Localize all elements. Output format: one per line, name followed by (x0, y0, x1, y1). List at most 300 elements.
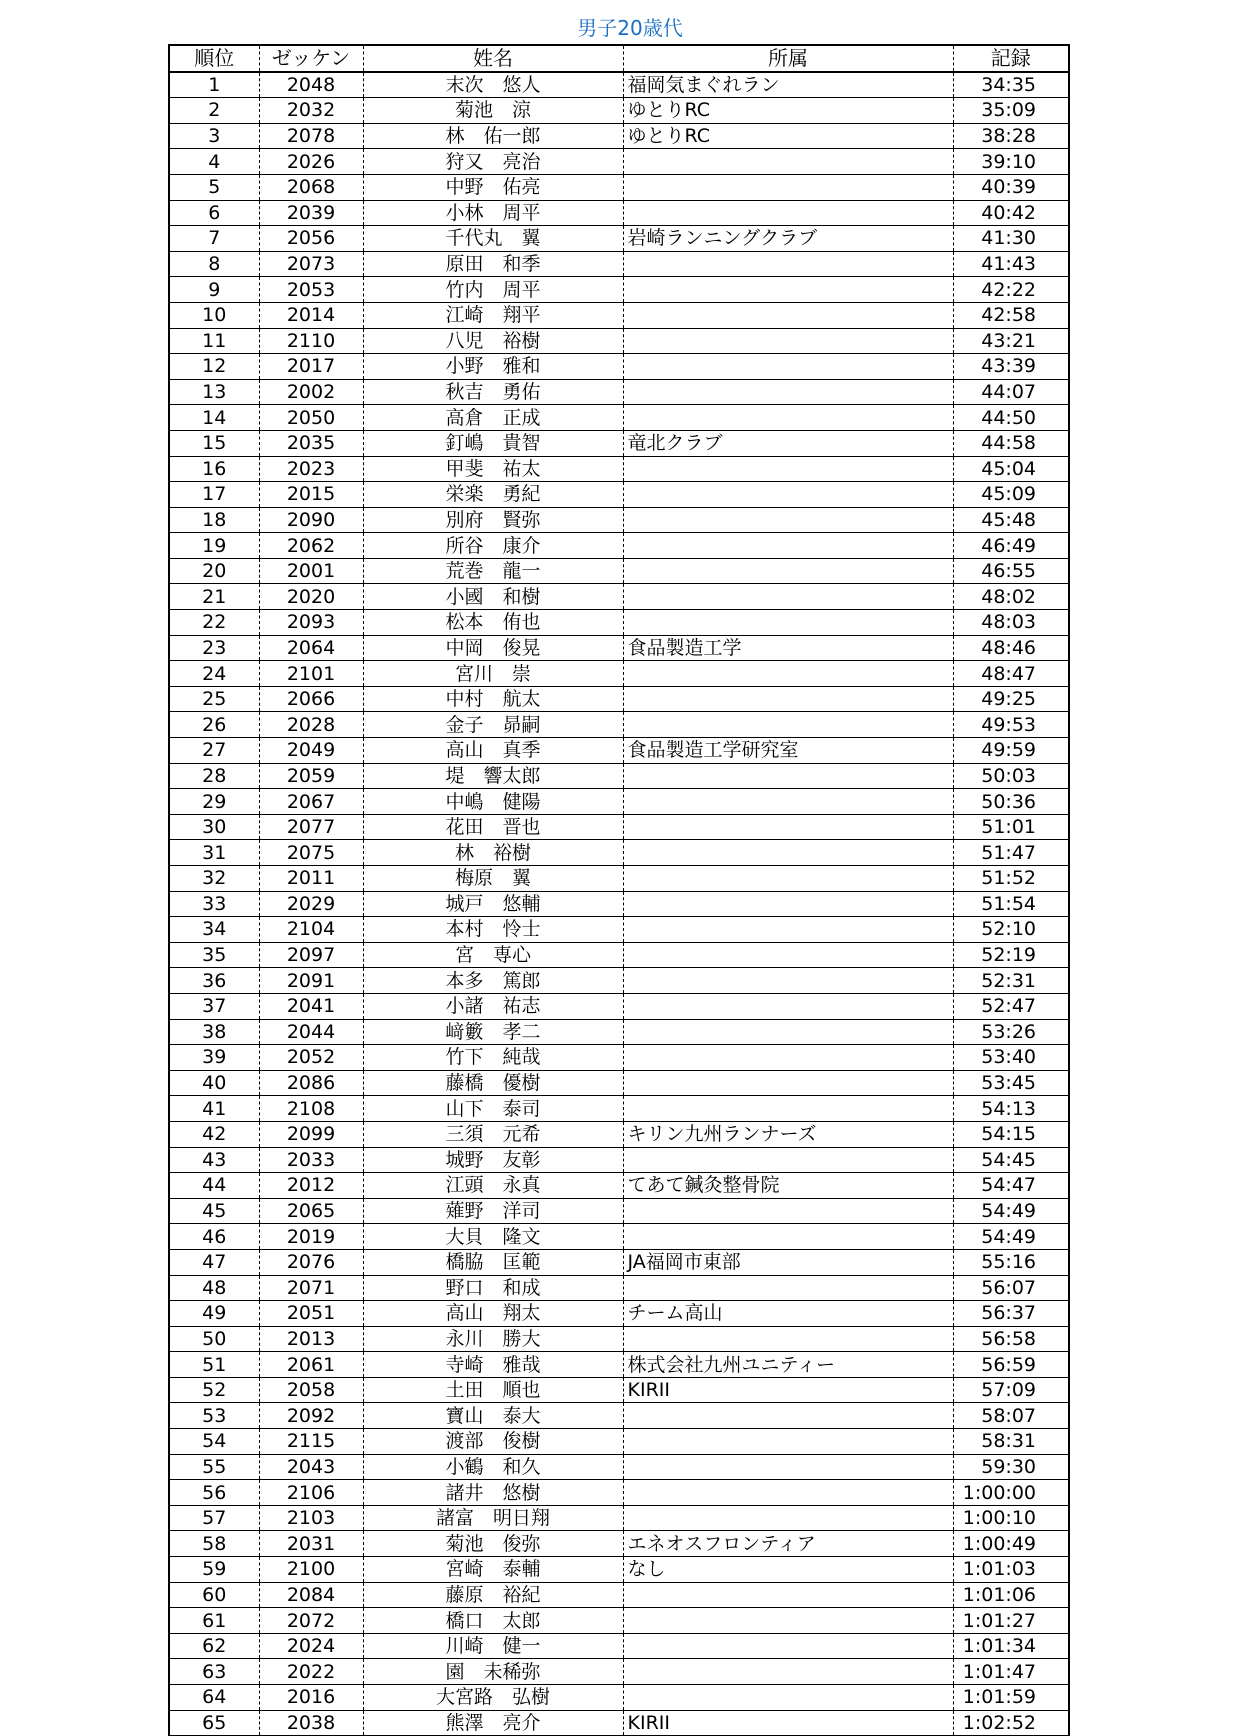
name-cell: 小諸 祐志 (363, 993, 623, 1019)
name-cell: 林 裕樹 (363, 840, 623, 866)
name-cell: 栄楽 勇紀 (363, 482, 623, 508)
bib-cell: 2041 (259, 993, 363, 1019)
header-affiliation: 所属 (623, 45, 953, 72)
record-cell: 53:40 (953, 1045, 1069, 1071)
record-cell: 41:43 (953, 251, 1069, 277)
record-cell: 49:25 (953, 686, 1069, 712)
record-cell: 45:04 (953, 456, 1069, 482)
name-cell: 千代丸 翼 (363, 226, 623, 252)
header-rank: 順位 (169, 45, 259, 72)
rank-cell: 3 (169, 123, 259, 149)
bib-cell: 2101 (259, 661, 363, 687)
record-cell: 59:30 (953, 1454, 1069, 1480)
bib-cell: 2056 (259, 226, 363, 252)
table-row (169, 1045, 1069, 1071)
rank-cell: 23 (169, 635, 259, 661)
affiliation-cell (623, 686, 953, 712)
record-cell: 41:30 (953, 226, 1069, 252)
name-cell: 熊澤 亮介 (363, 1710, 623, 1736)
affiliation-cell (623, 840, 953, 866)
record-cell: 52:10 (953, 917, 1069, 943)
affiliation-cell (623, 763, 953, 789)
table-row (169, 1198, 1069, 1224)
bib-cell: 2033 (259, 1147, 363, 1173)
bib-cell: 2084 (259, 1582, 363, 1608)
record-cell: 43:21 (953, 328, 1069, 354)
rank-cell: 17 (169, 482, 259, 508)
bib-cell: 2051 (259, 1301, 363, 1327)
name-cell: 中村 航太 (363, 686, 623, 712)
rank-cell: 26 (169, 712, 259, 738)
name-cell: 橋口 太郎 (363, 1608, 623, 1634)
rank-cell: 44 (169, 1173, 259, 1199)
rank-cell: 15 (169, 430, 259, 456)
record-cell: 43:39 (953, 354, 1069, 380)
affiliation-cell: チーム高山 (623, 1301, 953, 1327)
table-row (169, 763, 1069, 789)
record-cell: 49:53 (953, 712, 1069, 738)
record-cell: 50:36 (953, 789, 1069, 815)
table-row (169, 840, 1069, 866)
name-cell: 橋脇 匡範 (363, 1249, 623, 1275)
name-cell: 中嶋 健陽 (363, 789, 623, 815)
name-cell: 小鶴 和久 (363, 1454, 623, 1480)
table-row (169, 686, 1069, 712)
table-row (169, 891, 1069, 917)
table-row (169, 814, 1069, 840)
rank-cell: 64 (169, 1685, 259, 1711)
bib-cell: 2099 (259, 1121, 363, 1147)
rank-cell: 59 (169, 1557, 259, 1583)
name-cell: 梅原 翼 (363, 866, 623, 892)
bib-cell: 2073 (259, 251, 363, 277)
table-row (169, 635, 1069, 661)
affiliation-cell (623, 1403, 953, 1429)
record-cell: 40:39 (953, 174, 1069, 200)
affiliation-cell (623, 1275, 953, 1301)
header-bib: ゼッケン (259, 45, 363, 72)
table-row (169, 1070, 1069, 1096)
rank-cell: 35 (169, 942, 259, 968)
bib-cell: 2002 (259, 379, 363, 405)
record-cell: 35:09 (953, 98, 1069, 124)
affiliation-cell: ゆとりRC (623, 123, 953, 149)
bib-cell: 2077 (259, 814, 363, 840)
rank-cell: 49 (169, 1301, 259, 1327)
bib-cell: 2028 (259, 712, 363, 738)
name-cell: 竹下 純哉 (363, 1045, 623, 1071)
name-cell: 竹内 周平 (363, 277, 623, 303)
record-cell: 46:55 (953, 558, 1069, 584)
affiliation-cell (623, 1633, 953, 1659)
rank-cell: 9 (169, 277, 259, 303)
table-row (169, 1147, 1069, 1173)
table-row (169, 1173, 1069, 1199)
bib-cell: 2115 (259, 1429, 363, 1455)
table-row (169, 533, 1069, 559)
table-row (169, 942, 1069, 968)
record-cell: 51:54 (953, 891, 1069, 917)
record-cell: 1:02:52 (953, 1710, 1069, 1736)
table-row (169, 1582, 1069, 1608)
affiliation-cell (623, 661, 953, 687)
table-row (169, 328, 1069, 354)
record-cell: 1:00:00 (953, 1480, 1069, 1506)
name-cell: 末次 悠人 (363, 72, 623, 98)
name-cell: 﨑籔 孝二 (363, 1019, 623, 1045)
affiliation-cell (623, 302, 953, 328)
table-row (169, 1710, 1069, 1736)
affiliation-cell (623, 1070, 953, 1096)
record-cell: 52:19 (953, 942, 1069, 968)
record-cell: 42:58 (953, 302, 1069, 328)
bib-cell: 2050 (259, 405, 363, 431)
name-cell: 小林 周平 (363, 200, 623, 226)
rank-cell: 32 (169, 866, 259, 892)
bib-cell: 2091 (259, 968, 363, 994)
record-cell: 51:52 (953, 866, 1069, 892)
table-row (169, 200, 1069, 226)
table-row (169, 1685, 1069, 1711)
name-cell: 小國 和樹 (363, 584, 623, 610)
rank-cell: 11 (169, 328, 259, 354)
bib-cell: 2020 (259, 584, 363, 610)
record-cell: 54:47 (953, 1173, 1069, 1199)
record-cell: 52:47 (953, 993, 1069, 1019)
table-row (169, 1301, 1069, 1327)
bib-cell: 2013 (259, 1326, 363, 1352)
record-cell: 44:58 (953, 430, 1069, 456)
name-cell: 所谷 康介 (363, 533, 623, 559)
affiliation-cell (623, 328, 953, 354)
table-row (169, 1531, 1069, 1557)
affiliation-cell (623, 558, 953, 584)
table-row (169, 1019, 1069, 1045)
rank-cell: 31 (169, 840, 259, 866)
affiliation-cell (623, 891, 953, 917)
bib-cell: 2061 (259, 1352, 363, 1378)
rank-cell: 10 (169, 302, 259, 328)
rank-cell: 57 (169, 1505, 259, 1531)
table-row (169, 354, 1069, 380)
bib-cell: 2052 (259, 1045, 363, 1071)
bib-cell: 2023 (259, 456, 363, 482)
results-body (169, 72, 1069, 1736)
bib-cell: 2026 (259, 149, 363, 175)
name-cell: 城野 友彰 (363, 1147, 623, 1173)
record-cell: 48:02 (953, 584, 1069, 610)
bib-cell: 2067 (259, 789, 363, 815)
record-cell: 1:01:34 (953, 1633, 1069, 1659)
rank-cell: 16 (169, 456, 259, 482)
record-cell: 49:59 (953, 738, 1069, 764)
affiliation-cell (623, 1659, 953, 1685)
affiliation-cell (623, 1582, 953, 1608)
record-cell: 1:01:03 (953, 1557, 1069, 1583)
rank-cell: 36 (169, 968, 259, 994)
record-cell: 56:58 (953, 1326, 1069, 1352)
name-cell: 甲斐 祐太 (363, 456, 623, 482)
rank-cell: 58 (169, 1531, 259, 1557)
record-cell: 1:01:27 (953, 1608, 1069, 1634)
bib-cell: 2044 (259, 1019, 363, 1045)
bib-cell: 2062 (259, 533, 363, 559)
rank-cell: 21 (169, 584, 259, 610)
rank-cell: 18 (169, 507, 259, 533)
rank-cell: 4 (169, 149, 259, 175)
record-cell: 54:45 (953, 1147, 1069, 1173)
record-cell: 45:48 (953, 507, 1069, 533)
affiliation-cell: てあて鍼灸整骨院 (623, 1173, 953, 1199)
table-row (169, 789, 1069, 815)
rank-cell: 50 (169, 1326, 259, 1352)
rank-cell: 22 (169, 610, 259, 636)
record-cell: 44:07 (953, 379, 1069, 405)
name-cell: 土田 順也 (363, 1377, 623, 1403)
record-cell: 46:49 (953, 533, 1069, 559)
record-cell: 53:45 (953, 1070, 1069, 1096)
affiliation-cell: 岩崎ランニングクラブ (623, 226, 953, 252)
name-cell: 園 未稀弥 (363, 1659, 623, 1685)
bib-cell: 2049 (259, 738, 363, 764)
affiliation-cell: なし (623, 1557, 953, 1583)
table-row (169, 302, 1069, 328)
rank-cell: 29 (169, 789, 259, 815)
affiliation-cell (623, 251, 953, 277)
rank-cell: 19 (169, 533, 259, 559)
name-cell: 宮川 崇 (363, 661, 623, 687)
rank-cell: 47 (169, 1249, 259, 1275)
bib-cell: 2029 (259, 891, 363, 917)
rank-cell: 2 (169, 98, 259, 124)
name-cell: 宮 専心 (363, 942, 623, 968)
bib-cell: 2035 (259, 430, 363, 456)
rank-cell: 45 (169, 1198, 259, 1224)
bib-cell: 2103 (259, 1505, 363, 1531)
record-cell: 55:16 (953, 1249, 1069, 1275)
rank-cell: 46 (169, 1224, 259, 1250)
rank-cell: 8 (169, 251, 259, 277)
record-cell: 1:00:10 (953, 1505, 1069, 1531)
bib-cell: 2032 (259, 98, 363, 124)
record-cell: 56:59 (953, 1352, 1069, 1378)
affiliation-cell (623, 942, 953, 968)
bib-cell: 2106 (259, 1480, 363, 1506)
affiliation-cell (623, 1505, 953, 1531)
rank-cell: 56 (169, 1480, 259, 1506)
table-row (169, 917, 1069, 943)
rank-cell: 43 (169, 1147, 259, 1173)
rank-cell: 30 (169, 814, 259, 840)
table-row (169, 584, 1069, 610)
name-cell: 堤 響太郎 (363, 763, 623, 789)
name-cell: 渡部 俊樹 (363, 1429, 623, 1455)
table-row (169, 1275, 1069, 1301)
record-cell: 1:01:06 (953, 1582, 1069, 1608)
table-row (169, 1403, 1069, 1429)
name-cell: 藤原 裕紀 (363, 1582, 623, 1608)
bib-cell: 2016 (259, 1685, 363, 1711)
table-row (169, 251, 1069, 277)
header-name: 姓名 (363, 45, 623, 72)
name-cell: 松本 侑也 (363, 610, 623, 636)
bib-cell: 2072 (259, 1608, 363, 1634)
record-cell: 54:49 (953, 1224, 1069, 1250)
table-row (169, 98, 1069, 124)
rank-cell: 38 (169, 1019, 259, 1045)
table-row (169, 1480, 1069, 1506)
table-row (169, 405, 1069, 431)
name-cell: 藤橋 優樹 (363, 1070, 623, 1096)
name-cell: 花田 晋也 (363, 814, 623, 840)
table-row (169, 1352, 1069, 1378)
record-cell: 45:09 (953, 482, 1069, 508)
bib-cell: 2110 (259, 328, 363, 354)
name-cell: 江崎 翔平 (363, 302, 623, 328)
rank-cell: 55 (169, 1454, 259, 1480)
record-cell: 54:49 (953, 1198, 1069, 1224)
bib-cell: 2097 (259, 942, 363, 968)
name-cell: 狩又 亮治 (363, 149, 623, 175)
affiliation-cell: 株式会社九州ユニティー (623, 1352, 953, 1378)
affiliation-cell (623, 789, 953, 815)
affiliation-cell (623, 1454, 953, 1480)
affiliation-cell (623, 1147, 953, 1173)
affiliation-cell (623, 149, 953, 175)
name-cell: 三須 元希 (363, 1121, 623, 1147)
bib-cell: 2012 (259, 1173, 363, 1199)
record-cell: 1:01:47 (953, 1659, 1069, 1685)
table-row (169, 277, 1069, 303)
affiliation-cell (623, 379, 953, 405)
record-cell: 40:42 (953, 200, 1069, 226)
rank-cell: 63 (169, 1659, 259, 1685)
rank-cell: 20 (169, 558, 259, 584)
name-cell: 本村 怜士 (363, 917, 623, 943)
name-cell: 城戸 悠輔 (363, 891, 623, 917)
bib-cell: 2011 (259, 866, 363, 892)
record-cell: 1:00:49 (953, 1531, 1069, 1557)
affiliation-cell (623, 456, 953, 482)
table-row (169, 456, 1069, 482)
table-row (169, 1633, 1069, 1659)
rank-cell: 42 (169, 1121, 259, 1147)
table-row (169, 1249, 1069, 1275)
bib-cell: 2093 (259, 610, 363, 636)
record-cell: 51:47 (953, 840, 1069, 866)
bib-cell: 2017 (259, 354, 363, 380)
affiliation-cell (623, 482, 953, 508)
name-cell: 高山 真季 (363, 738, 623, 764)
bib-cell: 2059 (259, 763, 363, 789)
record-cell: 48:47 (953, 661, 1069, 687)
record-cell: 54:13 (953, 1096, 1069, 1122)
name-cell: 永川 勝大 (363, 1326, 623, 1352)
bib-cell: 2038 (259, 1710, 363, 1736)
name-cell: 金子 昴嗣 (363, 712, 623, 738)
affiliation-cell (623, 174, 953, 200)
affiliation-cell (623, 968, 953, 994)
bib-cell: 2066 (259, 686, 363, 712)
affiliation-cell: ゆとりRC (623, 98, 953, 124)
name-cell: 川崎 健一 (363, 1633, 623, 1659)
table-row (169, 430, 1069, 456)
rank-cell: 28 (169, 763, 259, 789)
table-row (169, 1377, 1069, 1403)
affiliation-cell (623, 917, 953, 943)
affiliation-cell (623, 354, 953, 380)
bib-cell: 2092 (259, 1403, 363, 1429)
affiliation-cell (623, 405, 953, 431)
table-row (169, 558, 1069, 584)
record-cell: 1:01:59 (953, 1685, 1069, 1711)
table-row (169, 1505, 1069, 1531)
affiliation-cell (623, 1685, 953, 1711)
bib-cell: 2022 (259, 1659, 363, 1685)
table-row (169, 174, 1069, 200)
rank-cell: 53 (169, 1403, 259, 1429)
name-cell: 薙野 洋司 (363, 1198, 623, 1224)
name-cell: 中野 佑亮 (363, 174, 623, 200)
name-cell: 大宮路 弘樹 (363, 1685, 623, 1711)
name-cell: 林 佑一郎 (363, 123, 623, 149)
name-cell: 菊池 涼 (363, 98, 623, 124)
rank-cell: 60 (169, 1582, 259, 1608)
affiliation-cell (623, 814, 953, 840)
rank-cell: 7 (169, 226, 259, 252)
record-cell: 56:07 (953, 1275, 1069, 1301)
bib-cell: 2043 (259, 1454, 363, 1480)
table-row (169, 149, 1069, 175)
table-row (169, 1557, 1069, 1583)
rank-cell: 52 (169, 1377, 259, 1403)
affiliation-cell: 食品製造工学 (623, 635, 953, 661)
table-row (169, 968, 1069, 994)
bib-cell: 2053 (259, 277, 363, 303)
affiliation-cell (623, 1480, 953, 1506)
name-cell: 寶山 泰大 (363, 1403, 623, 1429)
table-row (169, 712, 1069, 738)
bib-cell: 2104 (259, 917, 363, 943)
rank-cell: 25 (169, 686, 259, 712)
record-cell: 54:15 (953, 1121, 1069, 1147)
table-row (169, 1224, 1069, 1250)
name-cell: 寺崎 雅哉 (363, 1352, 623, 1378)
bib-cell: 2015 (259, 482, 363, 508)
header-row (169, 45, 1069, 72)
rank-cell: 65 (169, 1710, 259, 1736)
record-cell: 48:03 (953, 610, 1069, 636)
record-cell: 44:50 (953, 405, 1069, 431)
rank-cell: 48 (169, 1275, 259, 1301)
bib-cell: 2068 (259, 174, 363, 200)
name-cell: 山下 泰司 (363, 1096, 623, 1122)
affiliation-cell (623, 200, 953, 226)
table-row (169, 1326, 1069, 1352)
rank-cell: 13 (169, 379, 259, 405)
record-cell: 52:31 (953, 968, 1069, 994)
bib-cell: 2048 (259, 72, 363, 98)
rank-cell: 34 (169, 917, 259, 943)
record-cell: 42:22 (953, 277, 1069, 303)
name-cell: 八児 裕樹 (363, 328, 623, 354)
name-cell: 別府 賢弥 (363, 507, 623, 533)
table-row (169, 1121, 1069, 1147)
affiliation-cell (623, 1608, 953, 1634)
table-row (169, 72, 1069, 98)
rank-cell: 41 (169, 1096, 259, 1122)
name-cell: 小野 雅和 (363, 354, 623, 380)
